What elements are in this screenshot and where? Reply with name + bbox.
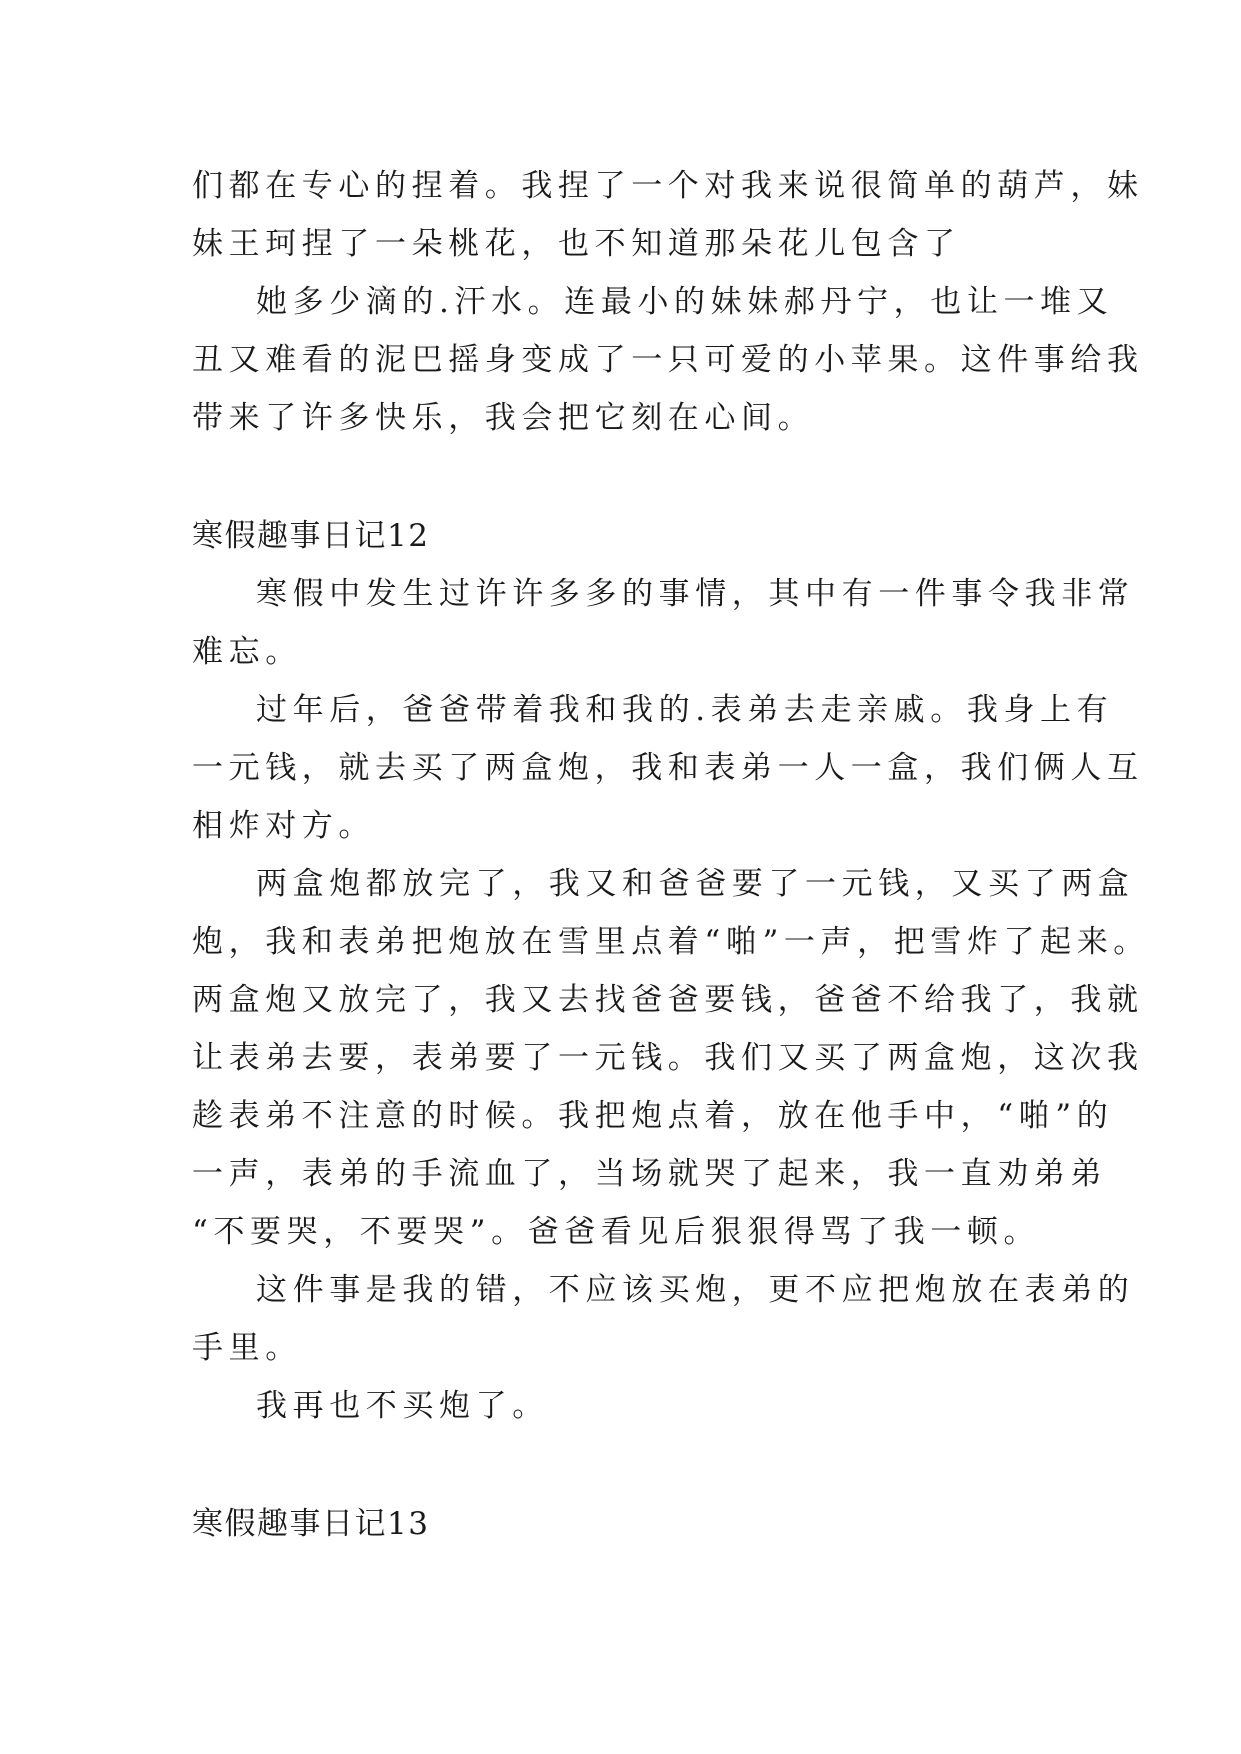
text-line: 炮，我和表弟把炮放在雪里点着“啪”一声，把雪炸了起来。: [192, 924, 1150, 960]
text-line: 带来了许多快乐，我会把它刻在心间。: [192, 400, 815, 436]
text-line: 们都在专心的捏着。我捏了一个对我来说很简单的葫芦，妹: [192, 168, 1144, 204]
text-line: 难忘。: [192, 634, 302, 670]
text-line: 她多少滴的.汗水。连最小的妹妹郝丹宁，也让一堆又: [256, 284, 1114, 320]
text-line: 过年后，爸爸带着我和我的.表弟去走亲戚。我身上有: [256, 692, 1114, 728]
text-line: 这件事是我的错，不应该买炮，更不应把炮放在表弟的: [256, 1272, 1135, 1308]
text-line: 相炸对方。: [192, 808, 375, 844]
text-line: 两盒炮都放完了，我又和爸爸要了一元钱，又买了两盒: [256, 866, 1135, 902]
section-heading: 寒假趣事日记12: [192, 518, 430, 554]
text-line: “不要哭，不要哭”。爸爸看见后狠狠得骂了我一顿。: [192, 1214, 1041, 1250]
text-line: 寒假中发生过许许多多的事情，其中有一件事令我非常: [256, 576, 1135, 612]
text-line: 让表弟去要，表弟要了一元钱。我们又买了两盒炮，这次我: [192, 1040, 1144, 1076]
text-line: 手里。: [192, 1330, 302, 1366]
text-line: 趁表弟不注意的时候。我把炮点着，放在他手中，“啪”的: [192, 1098, 1114, 1134]
text-line: 两盒炮又放完了，我又去找爸爸要钱，爸爸不给我了，我就: [192, 982, 1144, 1018]
text-line: 一元钱，就去买了两盒炮，我和表弟一人一盒，我们俩人互: [192, 750, 1144, 786]
text-line: 我再也不买炮了。: [256, 1388, 549, 1424]
text-line: 一声，表弟的手流血了，当场就哭了起来，我一直劝弟弟: [192, 1156, 1107, 1192]
text-line: 丑又难看的泥巴摇身变成了一只可爱的小苹果。这件事给我: [192, 342, 1144, 378]
text-line: 妹王珂捏了一朵桃花，也不知道那朵花儿包含了: [192, 226, 961, 262]
section-heading: 寒假趣事日记13: [192, 1506, 430, 1542]
